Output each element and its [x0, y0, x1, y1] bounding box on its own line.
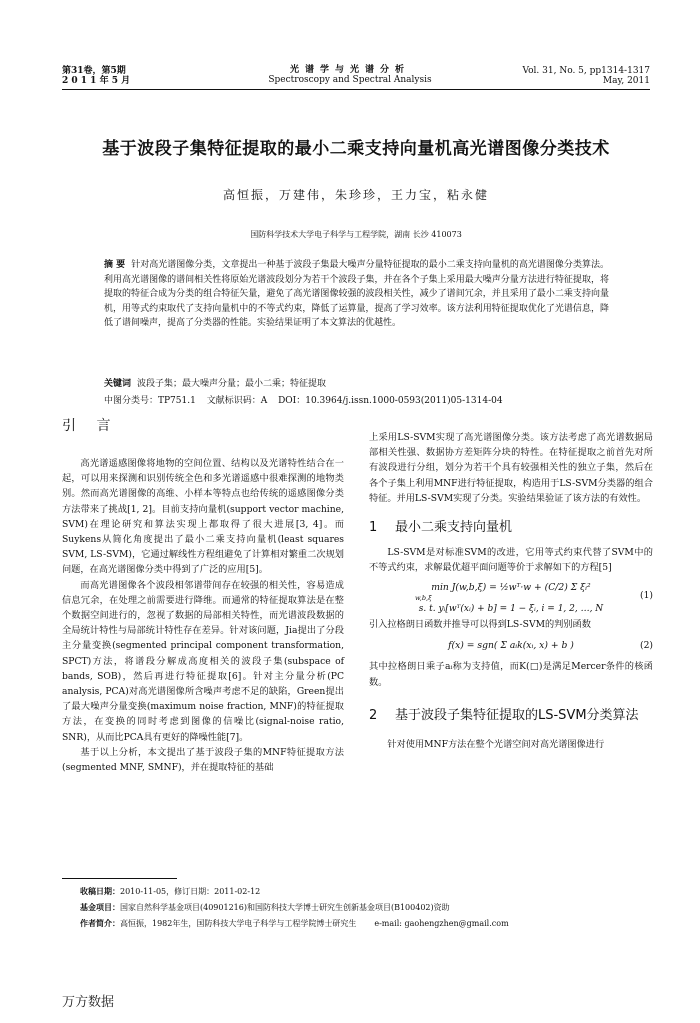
- header-rule: [62, 89, 650, 90]
- fund-value: 国家自然科学基金项目(40901216)和国防科技大学博士研究生创新基金项目(B100402)资助: [120, 903, 450, 912]
- received-date: [80, 884, 660, 900]
- abstract: [104, 258, 609, 331]
- author-bio-label: 作者简介：: [80, 919, 120, 928]
- equation-1-body: min J(w,b,ξ) = ½wᵀ·w + (C/2) Σ ξᵢ²: [431, 581, 591, 593]
- section-1-paragraph-3: 其中拉格朗日乘子aᵢ称为支持值，而K(□)是满足Mercer条件的核函数。: [369, 661, 653, 688]
- section-2-number: 2: [369, 707, 378, 723]
- issue-info-en: [522, 66, 650, 86]
- equation-1-constraint: s. t. yᵢ[wᵀ(xᵢ) + b] = 1 − ξᵢ, i = 1, 2, …, N: [418, 603, 604, 614]
- volume-line: 第31卷，第5期: [62, 66, 126, 76]
- intro-paragraph-2: 而高光谱图像各个波段相邻谱带间存在较强的相关性，容易造成信息冗余，在处理之前需要进行降维。而通常的特征提取算法是在整个数据空间进行的，忽视了数据的局部相关特性，而光谱波段数据的全局统计特性与局部统计特性存在差异。针对该问题，Jia提出了分段主分量变换(segmented principal component transformation, SPCT)方法，将谱段分解成高度相关的波段子集(subspace of bands, SOB)，然后再进行特征提取[6]。针对主分量分析(PC analysis, PCA)对高光谱图像所含噪声考虑不足的缺陷，Green提出了最大噪声分量变换(maximum noise fraction, MNF)的特征提取方法，在变换的同时考虑到图像的信噪比(signal-noise ratio, SNR)，从而比PCA具有更好的降噪性能[7]。: [62, 579, 344, 743]
- abstract-label: 摘 要: [104, 260, 126, 270]
- received-label: 收稿日期：: [80, 887, 120, 896]
- intro-paragraph-3: 基于以上分析，本文提出了基于波段子集的MNF特征提取方法(segmented MNF, SMNF)，并在提取特征的基础: [62, 746, 344, 774]
- keywords-text: 波段子集；最大噪声分量；最小二乘；特征提取: [137, 379, 327, 389]
- abstract-text: 针对高光谱图像分类，文章提出一种基于波段子集最大噪声分量特征提取的最小二乘支持向量机的高光谱图像分类算法。利用高光谱图像的谱间相关性将原始光谱波段划分为若干个波段子集，并在各个子集上采用最大噪声分量方法进行特征提取，将提取的特征合成为分类的组合特征矢量，避免了高光谱图像较强的波段相关性，减少了谱间冗余，并且采用了最小二乘支持向量机，用等式约束取代了支持向量机中的不等式约束，降低了运算量，提高了学习效率。该方法利用特征提取优化了光谱信息，降低了谱间噪声，提高了分类器的性能。实验结果证明了本文算法的优越性。: [104, 260, 609, 328]
- left-column: [62, 456, 344, 775]
- intro-paragraph-1: 高光谱遥感图像将地物的空间位置、结构以及光谱特性结合在一起，可以用来探测和识别传统全色和多光谱遥感中很难探测的地物类别。然而高光谱图像的高维、小样本等特点也给传统的遥感图像分类方法带来了挑战[1, 2]。目前支持向量机(support vector machine, SVM)在理论研究和算法实现上都取得了很大进展[3, 4]。而Suykens从简化角度提出了最小二乘支持向量机(least squares SVM, LS-SVM)，它通过解线性方程组避免了计算相对繁重二次规划问题，在高光谱图像分类中得到了广泛的应用[5]。: [62, 458, 344, 576]
- equation-2-body: f(x) = sgn( Σ aᵢk(xᵢ, x) + b ): [448, 640, 574, 652]
- watermark: 万方数据: [62, 995, 115, 1010]
- equation-2-number: (2): [639, 640, 653, 652]
- received-value: 2010-11-05，修订日期：2011-02-12: [120, 887, 261, 896]
- equation-1-number: (1): [639, 589, 653, 601]
- equation-1-subscript: w,b,ξ: [415, 593, 432, 602]
- document-code: 文献标识码：A: [206, 396, 268, 406]
- issue-info: [62, 66, 130, 86]
- journal-name-en: Spectroscopy and Spectral Analysis: [268, 75, 432, 85]
- section-1-paragraph-2: 引入拉格朗日函数并推导可以得到LS-SVM的判别函数: [369, 619, 591, 631]
- author-bio-value: 高恒振，1982年生，国防科技大学电子科学与工程学院博士研究生: [120, 919, 357, 928]
- classification: [104, 394, 624, 408]
- affiliation: 国防科学技术大学电子科学与工程学院，湖南 长沙 410073: [250, 230, 462, 239]
- author-email: e-mail: gaohengzhen@gmail.com: [374, 919, 509, 928]
- date-en: May, 2011: [602, 76, 650, 86]
- section-2-heading: [369, 708, 653, 723]
- right-column: [369, 430, 653, 752]
- section-1-heading: [369, 520, 653, 535]
- intro-heading: 引 言: [62, 418, 119, 434]
- keywords: [104, 377, 609, 391]
- authors: 高恒振，万建伟，朱珍珍，王力宝，粘永健: [222, 188, 489, 202]
- date-line: 2 0 1 1 年 5 月: [62, 76, 131, 86]
- section-2-title: 基于波段子集特征提取的LS-SVM分类算法: [395, 707, 639, 723]
- journal-name-cn: 光谱学与光谱分析: [289, 65, 410, 75]
- paper-title: 基于波段子集特征提取的最小二乘支持向量机高光谱图像分类技术: [102, 139, 610, 159]
- intro-continuation: 上采用LS-SVM实现了高光谱图像分类。该方法考虑了高光谱数据局部相关性强、数据协方差矩阵分块的特性。在特征提取之前首先对所有波段进行分组，划分为若干个具有较强相关性的独立子集，然后在各个子集上利用MNF进行特征提取，构造用于LS-SVM分类器的组合特征。并用LS-SVM实现了分类。实验结果验证了该方法的有效性。: [369, 432, 653, 504]
- section-1-number: 1: [369, 520, 378, 536]
- section-2-paragraph-1: 针对使用MNF方法在整个光谱空间对高光谱图像进行: [387, 739, 605, 751]
- equation-2: [369, 638, 653, 653]
- section-1-paragraph-1: LS-SVM是对标准SVM的改进，它用等式约束代替了SVM中的不等式约束，求解最优超平面问题等价于求解如下的方程[5]: [369, 547, 653, 574]
- fund-info: [80, 900, 660, 916]
- fund-label: 基金项目：: [80, 903, 120, 912]
- clc-number: 中图分类号：TP751.1: [104, 396, 196, 406]
- doi: DOI：10.3964/j.issn.1000-0593(2011)05-1314-04: [278, 396, 503, 406]
- volume-en: Vol. 31, No. 5, pp1314-1317: [522, 66, 650, 76]
- journal-name: [250, 65, 450, 85]
- equation-1: [369, 580, 653, 601]
- author-bio: [80, 916, 660, 932]
- section-1-title: 最小二乘支持向量机: [395, 520, 513, 536]
- keywords-label: 关键词: [104, 379, 132, 389]
- footnotes: [80, 884, 660, 932]
- footnote-rule: [62, 878, 177, 879]
